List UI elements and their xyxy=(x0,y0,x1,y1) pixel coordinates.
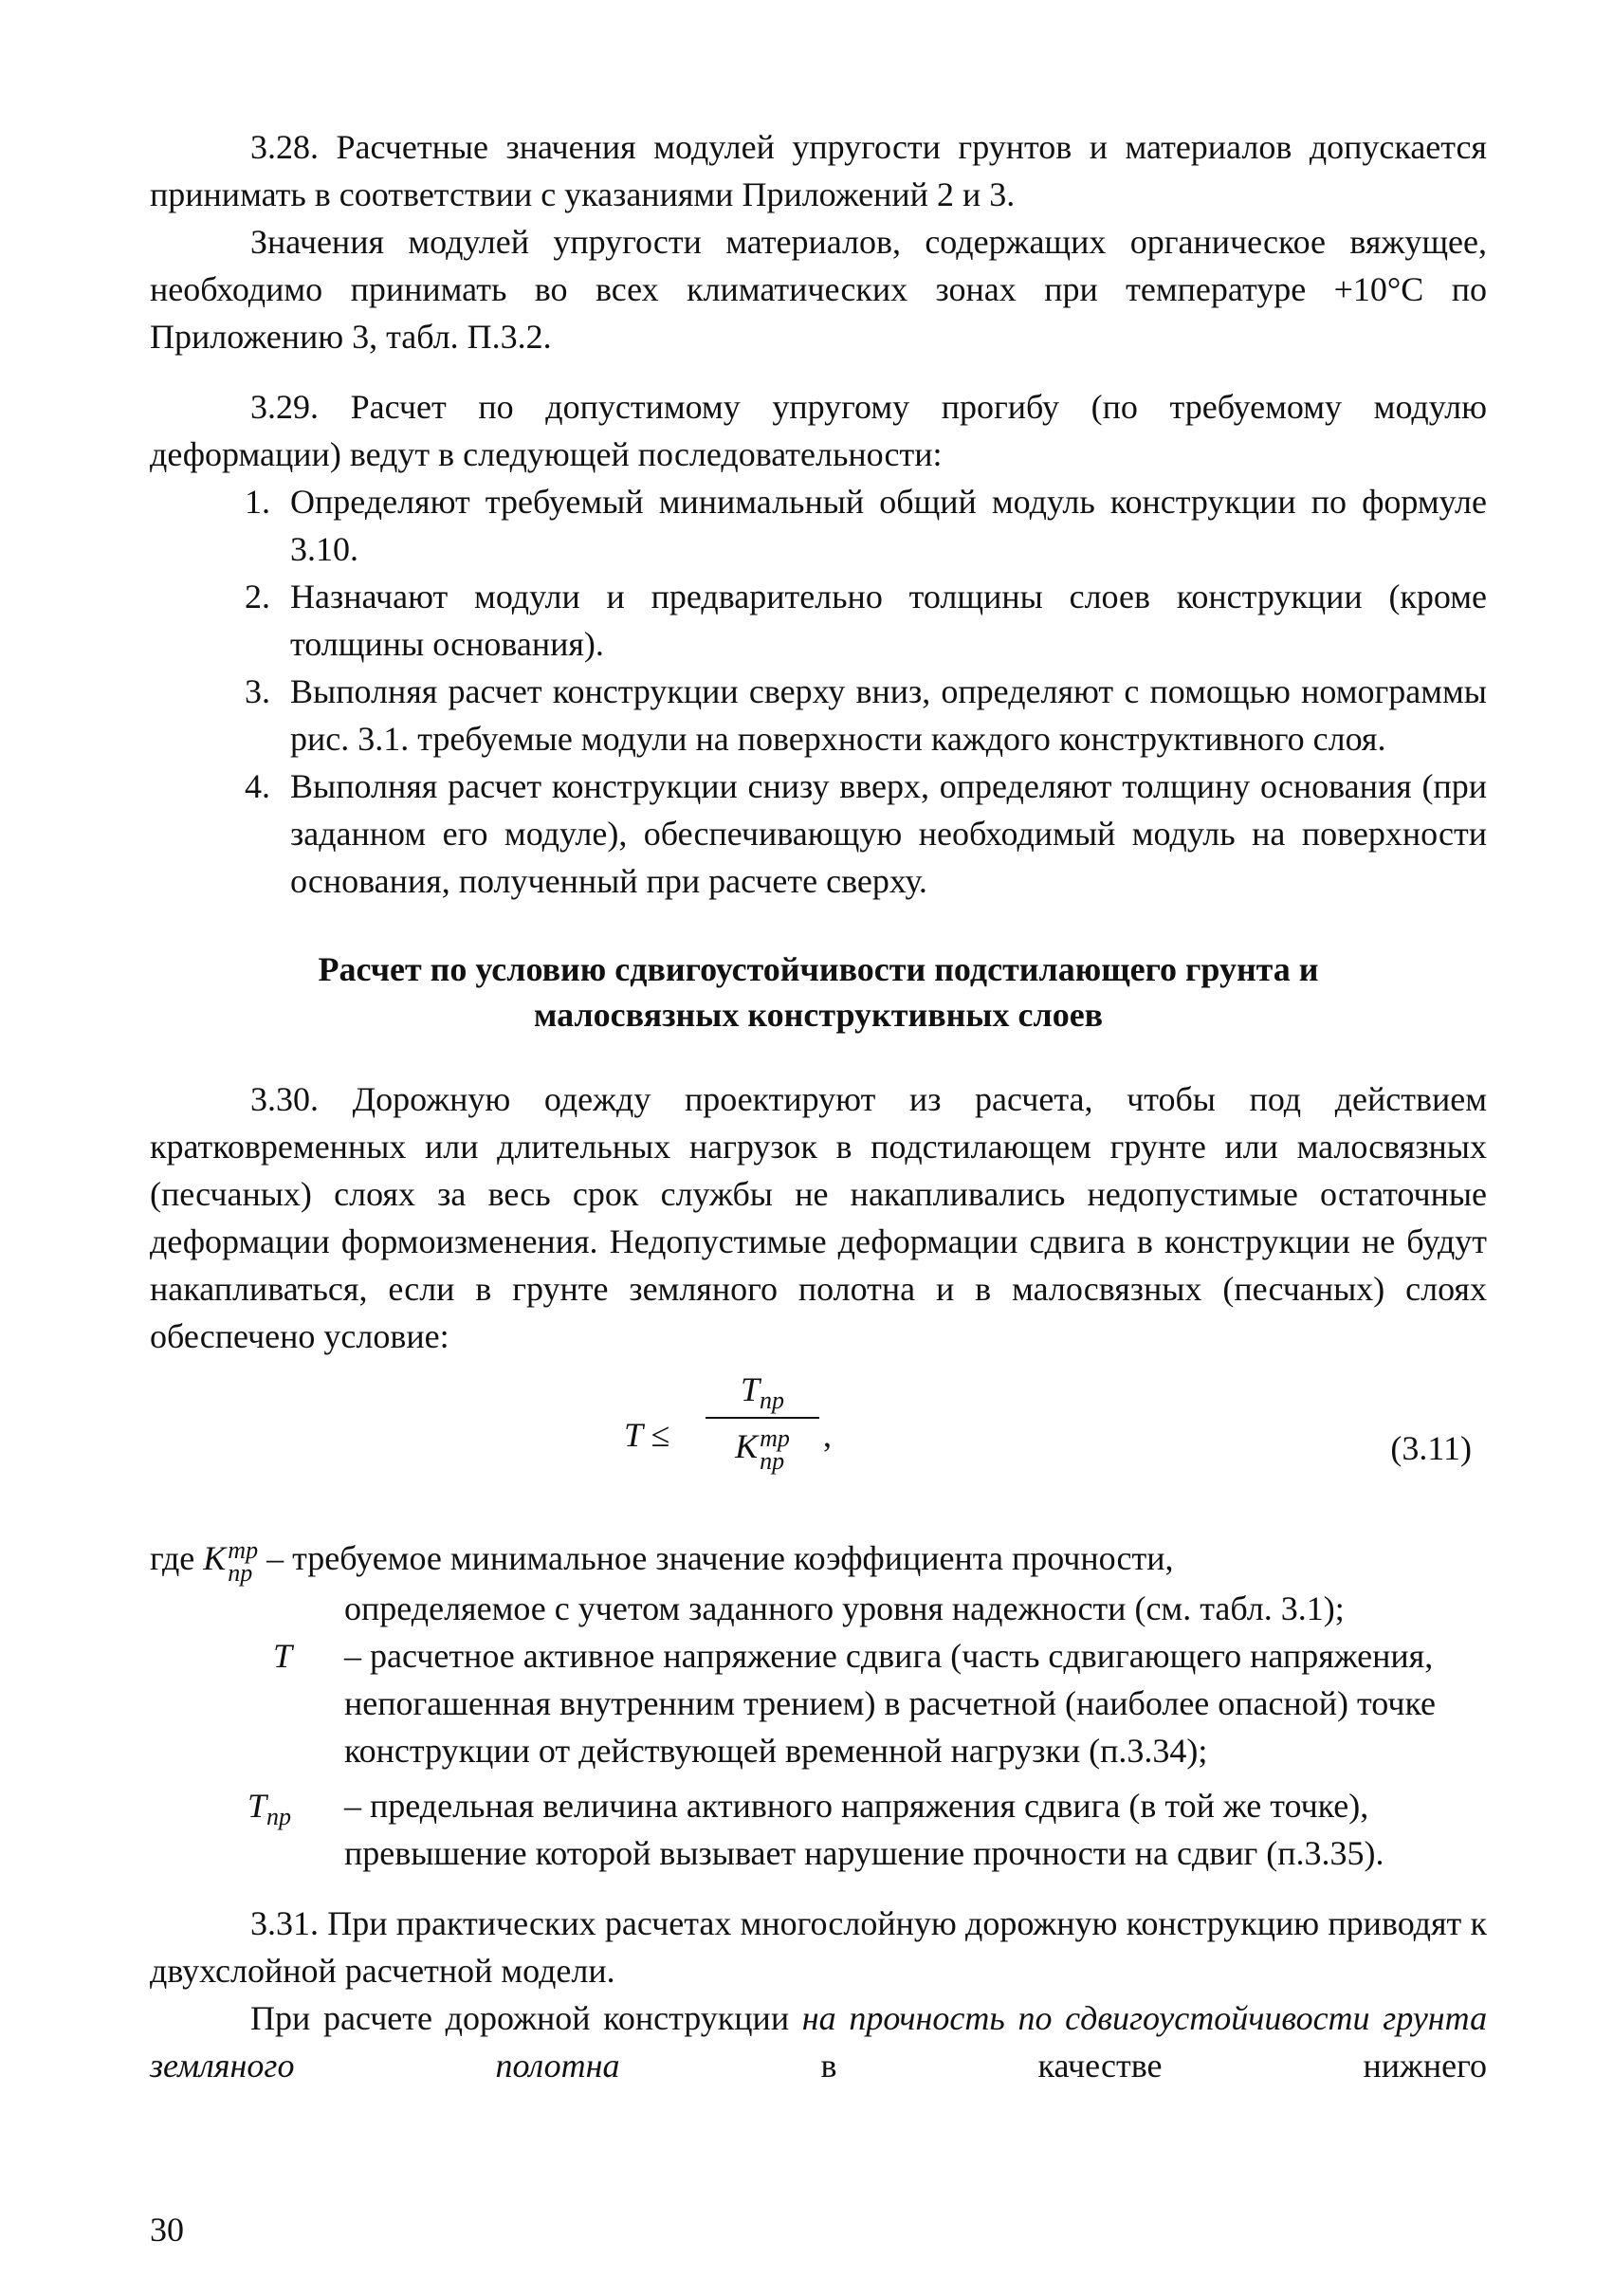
definitions xyxy=(150,1534,1487,1877)
symbol-t: T xyxy=(273,1636,293,1675)
formula-numerator: $T_{пр}$ xyxy=(740,1370,785,1415)
definition-t xyxy=(150,1632,1487,1774)
list-item-number: 3. xyxy=(245,672,270,710)
list-item xyxy=(150,573,1487,668)
definition-k-text: – требуемое минимальное значение коэффициента прочности, xyxy=(266,1539,1174,1577)
section-heading xyxy=(150,946,1487,1038)
formula-comma: , xyxy=(823,1416,832,1454)
formula-denominator: K тр пр xyxy=(735,1424,790,1475)
page-number: 30 xyxy=(150,2211,184,2249)
symbol-k: K тр пр xyxy=(203,1535,259,1587)
list-item-number: 4. xyxy=(245,767,270,805)
list-item xyxy=(150,762,1487,905)
paragraph-last: При расчете дорожной конструкции на прочность по сдвигоустойчивости грунта земляного полотна в качестве нижнего xyxy=(150,1998,1488,2085)
list-item-text: Определяют требуемый минимальный общий модуль конструкции по формуле 3.10. xyxy=(290,483,1487,568)
formula-lhs: T ≤ xyxy=(624,1416,670,1454)
definition-tpr-text: – предельная величина активного напряжения сдвига (в той же точке), превышение которой вызывает нарушение прочности на сдвиг (п.3.35). xyxy=(344,1786,1384,1872)
definition-t-text: – расчетное активное напряжение сдвига (часть сдвигающего напряжения, непогашенная внутренним трением) в расчетной (наиболее опасной) точке конструкции от действующей временной нагрузки (п.3.34); xyxy=(344,1636,1437,1770)
definition-k: где K тр пр – требуемое минимальное значение коэффициента прочности, xyxy=(150,1535,1174,1587)
paragraph-3-28-values: Значения модулей упругости материалов, содержащих органическое вяжущее, необходимо принимать во всех климатических зонах при температуре +10°С по Приложению 3, табл. П.3.2. xyxy=(150,223,1487,356)
symbol-tpr: $T_{пр}$ xyxy=(247,1786,292,1830)
fraction-bar xyxy=(706,1417,819,1419)
list-item-number: 2. xyxy=(245,578,270,615)
list-item-text: Назначают модули и предварительно толщины слоев конструкции (кроме толщины основания). xyxy=(290,578,1487,663)
equation-number: (3.11) xyxy=(1390,1429,1472,1467)
paragraph-3-29: 3.29. Расчет по допустимому упругому прогибу (по требуемому модулю деформации) ведут в следующей последовательности: xyxy=(150,388,1487,473)
definition-tpr xyxy=(150,1782,1487,1877)
formula-3-11 xyxy=(150,1366,1487,1508)
definition-k-continued: определяемое с учетом заданного уровня надежности (см. табл. 3.1); xyxy=(344,1589,1345,1627)
page-content xyxy=(150,123,1487,2089)
formula-fraction xyxy=(706,1366,819,1473)
list-item-number: 1. xyxy=(245,483,270,521)
paragraph-3-31: 3.31. При практических расчетах многослойную дорожную конструкцию приводят к двухслойной расчетной модели. xyxy=(150,1903,1487,1990)
list-item xyxy=(150,668,1487,762)
paragraph-3-30: 3.30. Дорожную одежду проектируют из расчета, чтобы под действием кратковременных или длительных нагрузок в подстилающем грунте или малосвязных (песчаных) слоях за весь срок службы не накапливались недопустимые остаточные деформации формоизменения. Недопустимые деформации сдвига в конструкции не будут накапливаться, если в грунте земляного полотна и в малосвязных (песчаных) слоях обеспечено условие: xyxy=(150,1080,1487,1355)
list-item-text: Выполняя расчет конструкции снизу вверх, определяют толщину основания (при заданном его модуле), обеспечивающую необходимый модуль на поверхности основания, полученный при расчете сверху. xyxy=(290,767,1487,900)
steps-list xyxy=(150,478,1487,905)
list-item xyxy=(150,478,1487,573)
paragraph-3-28: 3.28. Расчетные значения модулей упругости грунтов и материалов допускается принимать в соответствии с указаниями Приложений 2 и 3. xyxy=(150,128,1487,213)
section-heading-line-2: малосвязных конструктивных слоев xyxy=(533,996,1104,1034)
list-item-text: Выполняя расчет конструкции сверху вниз, определяют с помощью номограммы рис. 3.1. требуемые модули на поверхности каждого конструктивного слоя. xyxy=(290,672,1487,758)
section-heading-line-1: Расчет по условию сдвигоустойчивости подстилающего грунта и xyxy=(318,950,1319,988)
